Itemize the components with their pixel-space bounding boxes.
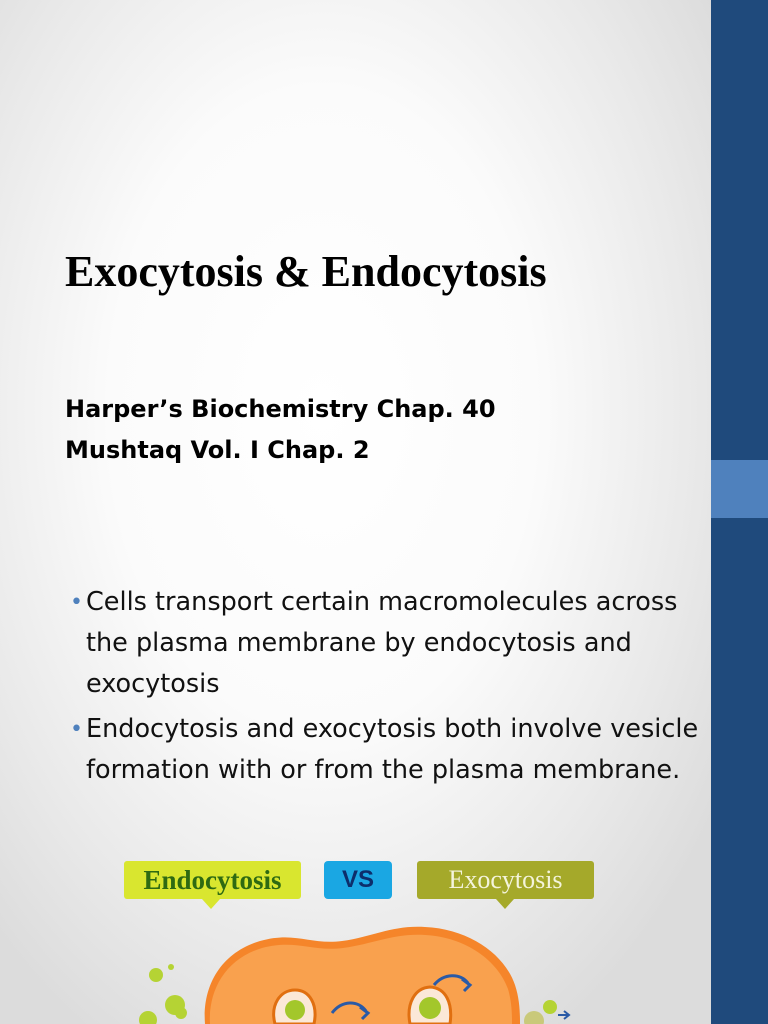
- endocytosis-vs-exocytosis-figure: [110, 855, 630, 1024]
- bullet-icon: •: [70, 590, 83, 615]
- particle: [139, 1011, 157, 1024]
- slide-title: Exocytosis & Endocytosis: [65, 247, 547, 296]
- reference-harper: Harper’s Biochemistry Chap. 40: [65, 395, 496, 423]
- particle: [149, 968, 163, 982]
- particle: [543, 1000, 557, 1014]
- particle: [168, 964, 174, 970]
- bullet-text: Endocytosis and exocytosis both involve vesicle formation with or from the plasma membrane.: [86, 714, 699, 785]
- bullet-list: [70, 582, 700, 795]
- particle: [175, 1007, 187, 1019]
- bullet-item: [70, 709, 700, 791]
- reference-mushtaq: Mushtaq Vol. I Chap. 2: [65, 436, 370, 464]
- bullet-icon: •: [70, 717, 83, 742]
- label-pointer: [202, 899, 220, 909]
- label-pointer: [496, 899, 514, 909]
- label-endocytosis: Endocytosis: [124, 861, 301, 899]
- particle: [524, 1011, 544, 1024]
- right-sidebar-accent: [711, 460, 768, 518]
- bullet-item: [70, 582, 700, 705]
- label-exocytosis: Exocytosis: [417, 861, 594, 899]
- label-vs: VS: [324, 861, 392, 899]
- references: [65, 389, 695, 471]
- bullet-text: Cells transport certain macromolecules across the plasma membrane by endocytosis and exocytosis: [86, 587, 678, 699]
